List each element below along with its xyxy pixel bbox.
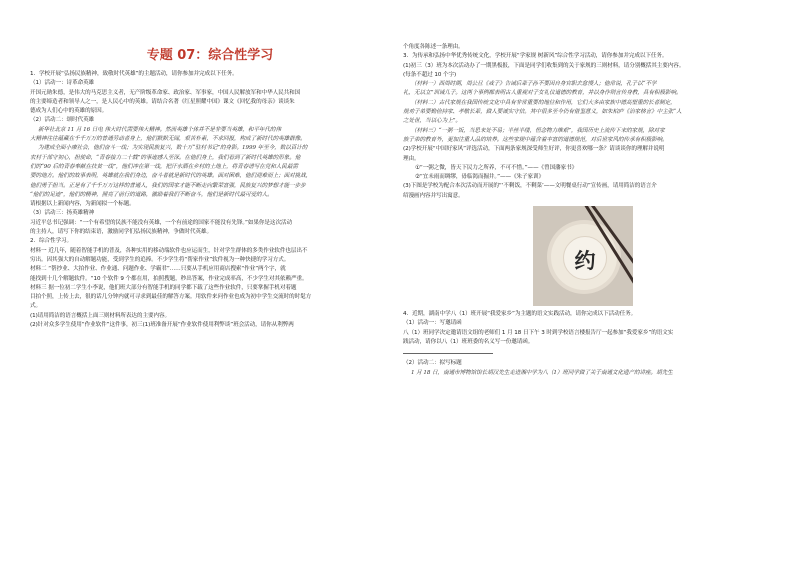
right-column	[403, 0, 763, 378]
text-line: 们的“90 后的青春奉献在扶贫一线”，他们冲在第一线，把汗水洒在乡村的土地上，将青春谱写在党和人民最需	[30, 163, 298, 170]
text-line: 礼，无以立”训诫儿子。这两个事例都表明古人重视对子女礼仪道德的教育，并以身作则言传身教，具有积极影响。	[403, 90, 682, 97]
text-line: 他们勇于担当。正是有了千千万万这样的普通人，我们的国家才能不断走向繁荣富强，民族复兴的梦想才能一步步	[30, 182, 306, 189]
text-line: （1）活动一：诗革命英雄	[30, 80, 95, 87]
text-line: (每条不超过 10 个字)	[403, 71, 457, 78]
text-line: 族子弟的教育外，更加注重人品的培养。这些家规中蕴含着丰富的道德规范，对后世家风的传承有积极影响。	[403, 136, 668, 143]
text-line: 个角度各陈述一条理由。	[403, 44, 464, 50]
text-line: （3）活动三：扬英雄精神	[30, 210, 95, 217]
text-line: ①“一粥之微，皆天下民力之所养，不可不惜。”——《曾国藩家书》	[415, 164, 578, 171]
right-text-block-after-rule	[403, 359, 763, 378]
plate-icon	[551, 224, 617, 290]
text-line: (1)请用简洁的语言概括上面三则材料所表达的主要内容。	[30, 312, 171, 319]
text-line: 之处世，当以心为上”。	[403, 118, 461, 125]
plate-chopsticks-illustration	[533, 206, 633, 306]
text-line: 新华社北京 11 月 16 日电 伟大时代需要伟大精神。然而英雄个体并不是非要当英雄，和平年代的伟	[38, 126, 281, 133]
text-line: 1 月 18 日，南通市博物馆馆长胡汉先生走进湘中学为八（1）班同学做了关于南通文化遗产的讲座。胡先生	[411, 369, 673, 376]
text-line: （材料三）“一粥一饭，当思来处不易；半丝半缕，恒念物力维艰”，我国历史上流传下来的家规，除对家	[411, 127, 665, 134]
text-line: 目拍个照，上传上去，很的话几分钟内就可寻求到最佳的解答方案。用软件来问作业也成为初中学生交流时的时髦方	[30, 294, 312, 301]
text-line: 践活动，请你以八（1）班班委的名义写一份邀请函。	[403, 338, 534, 345]
text-line: （材料一）西周时期，周公旦《戒子》告诫后辈子孙不要因自身官职去怠慢人；他常说，孔子以“不学	[411, 81, 657, 88]
text-line: (2)学校开展“中国好家风”评选活动，下面两条家规深受师生好评，你更喜欢哪一条？请谈谈你的理解并说明	[403, 146, 665, 153]
text-line: 要的地方。他们的故事表明，英雄就在我们身边，奋斗者就是新时代的英雄。面对困难，他们迎难而上；面对挑战，	[30, 173, 312, 180]
text-line: 穷出。因其强大的自动解题功能，受到学生的追捧。不少学生将“帮家作业”软件视为一种快捷的学习方式。	[30, 256, 290, 263]
left-column	[30, 0, 390, 330]
right-text-block-bottom	[403, 310, 763, 347]
left-text-block	[30, 70, 390, 330]
text-line: 德成为人们心中的英雄的原因。	[30, 108, 108, 115]
text-line: 3．为传承和弘扬中华优秀传统文化，学校开展“学家规 树新风”综合性学习活动，请你参加并完成以下任务。	[403, 53, 668, 60]
text-line: 2．综合性学习。	[30, 238, 73, 245]
text-line: ②“宜未雨而绸缪，毋临渴而掘井。”——《朱子家训》	[415, 174, 545, 181]
divider-line	[403, 353, 493, 354]
text-line: “他们的足迹”，他们的精神，照亮了前行的道路，激励着我们不断奋斗，他们是新时代最可爱的人。	[30, 191, 273, 198]
text-line: 的主要缔造者和领导人之一，是人民心中的英雄。请结合名著《红星照耀中国》课文《回忆我的母亲》谈谈朱	[30, 98, 295, 105]
text-line: 材料二 “帮抄业、大拍作业、作业通、问题作业、学霸君”……只要从手机应用商店搜索“作业”两个字，就	[30, 266, 286, 273]
text-line: 理由。	[403, 155, 420, 162]
text-line: 请根据以上新闻内容，为新闻拟一个标题。	[30, 201, 135, 208]
text-line: 1．学校开展“弘扬民族精神，致敬时代英雄”的主题活动，请你参加并完成以下任务。	[30, 71, 238, 77]
text-line: 八（1）班同学决定邀请语文组的老师们 1 月 18 日下午 3 时到学校语言楼报告厅一起参加“我爱家乡”的语文实	[403, 329, 674, 336]
text-line: （2）活动二：颂时代英雄	[30, 117, 95, 124]
text-line: 绍漫画内容并写出寓意。	[403, 192, 464, 199]
text-line: 大精神往往蕴藏在千千万万的普通劳动者身上，他们默默无闻，艰苦朴素，不求回报，构成了新时代的英雄群像。	[30, 136, 306, 143]
text-line: 为建成全面小康社会，他们奋斗一线；为实现民族复兴，数十万“驻村书记”的身影。1999 年至今，数以百计的	[38, 145, 308, 152]
text-line: 4．近期，湖南中学八（1）班开展“我爱家乡”为主题的语文实践活动，请你完成以下活动任务。	[403, 311, 637, 318]
page-title: 专题 07：综合性学习	[146, 48, 274, 63]
text-line: 开国元勋朱德，是伟大的马克思主义者，无产阶级革命家、政治家、军事家，中国人民解放军和中华人民共和国	[30, 89, 301, 96]
text-line: （1）活动一：写邀请函	[403, 320, 462, 327]
text-line: （材料二）古代家规在我国传统文化中具有非常重要的地位和作用，它们大多由家族中德高望重的长者制定，	[411, 99, 676, 106]
text-line: （2）活动二：拟写标题	[403, 360, 462, 367]
text-line: (2)针对众多学生使用“作业软件”这件事，初三(1)班准备开展“作业软件使用利弊谈”班会活动，请你从利弊两	[30, 322, 294, 329]
text-line: 农村干部守初心，担使命，“青春接力二十载”的事迹感人至深。在他们身上，我们看到了新时代英雄的形象。他	[30, 154, 301, 161]
text-line: 能找到十几个解题软件。“10 个软件 9 个都在用，拍照搜题，秒出答案，作业完成率高，不少学生对其依赖严重。	[30, 275, 308, 282]
text-line: (3)下图是学校为配合本次活动而开展的“‘不剩饭，不剩菜’——文明餐桌行动”宣传画，请用简洁的语言介	[403, 183, 657, 190]
text-line: 式。	[30, 303, 42, 310]
text-line: 材料三 据一位初二学生小李说，他们班大部分有智能手机的同学都下载了这些作业软件，只要掌握手机对着题	[30, 284, 297, 291]
text-line: 习近平总书记强调：“一个有希望的民族不能没有英雄，一个有前途的国家不能没有先锋。”如果你是这次活动	[30, 219, 292, 226]
text-line: 材料一 近几年，随着智能手机的普及，各种实用的移动端软件也应运而生，针对学生群体的多类作业软件也层出不	[30, 247, 308, 254]
text-line: 规劝子弟要勤俭持家、孝敬长辈，做人要诚实守信。其中很多至今仍有借鉴意义，如朱柏庐《治家格言》中主张“人	[403, 109, 682, 116]
text-line: (1)初三（3）班为本次活动办了一期黑板报，下面是同学们收集到的关于家规的三则材料，请分别概括其主要内容。	[403, 62, 685, 69]
plate-character: 约	[574, 248, 596, 274]
text-line: 的主持人，请写下你的结束语，激励同学们弘扬民族精神，争做时代英雄。	[30, 229, 212, 236]
right-text-block-top	[403, 43, 763, 201]
